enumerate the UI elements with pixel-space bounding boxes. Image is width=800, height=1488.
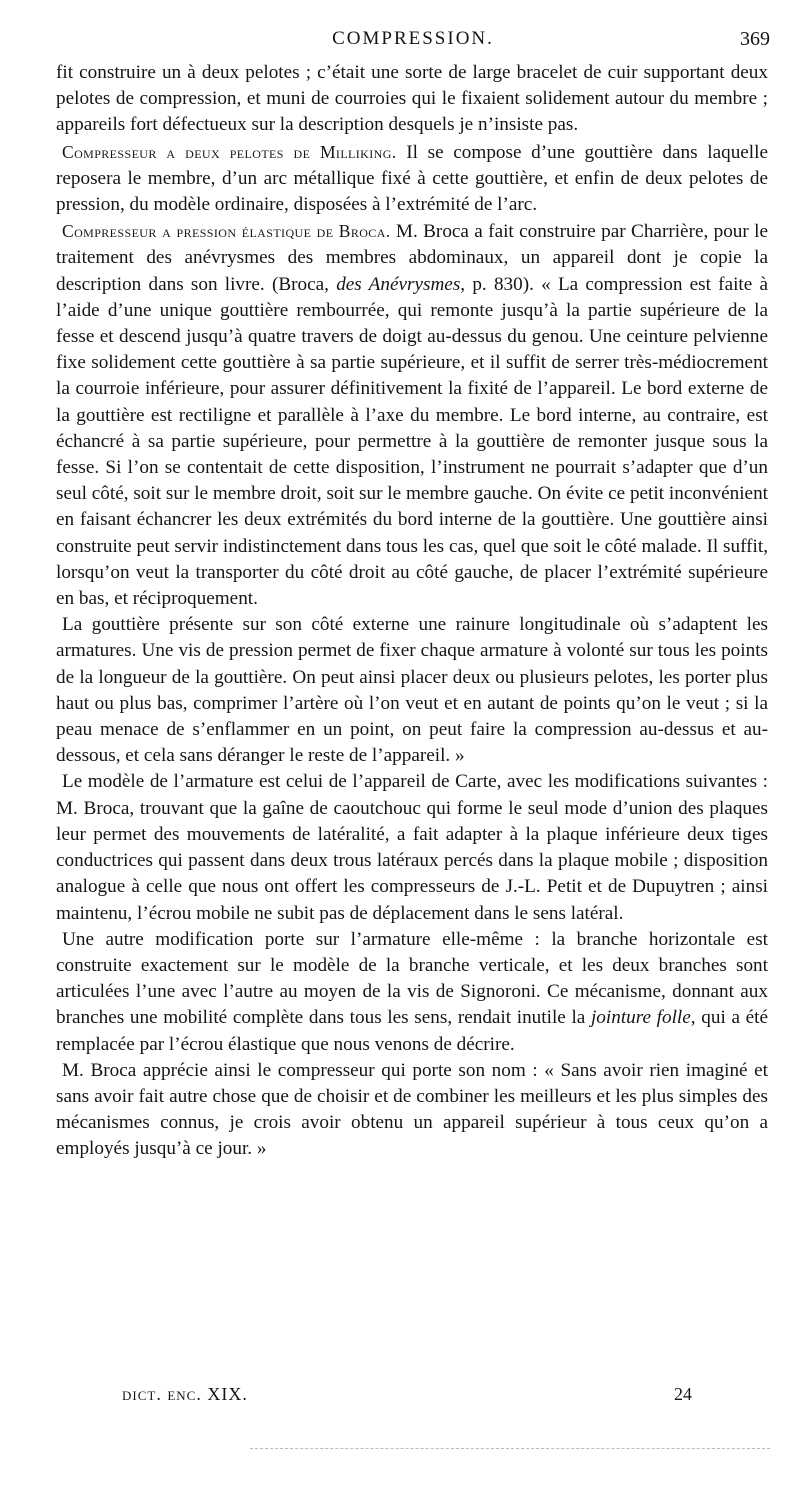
section-heading-broca: Compresseur a pression élastique de Broca. bbox=[62, 221, 391, 242]
paragraph-broca: Compresseur a pression élastique de Broca. M. Broca a fait construire par Charrière, pour le traitement des anévrysmes des membres abdominaux, un appareil dont je copie la description dans son livre. (Broca, des Anévrysmes, p. 830). « La compression est faite à l’aide d’une unique gouttière rembourrée, qui remonte jusqu’à la partie supérieure de la fesse et descend jusqu’à quatre travers de doigt au-dessus du genou. Une ceinture pelvienne fixe solidement cette gouttière à sa partie supérieure, et il suffit de serrer très-médiocrement la courroie inférieure, pour assurer définitivement la fixité de l’appareil. Le bord externe de la gouttière est rectiligne et parallèle à l’axe du membre. Le bord interne, au contraire, est échancré à sa partie supérieure, pour permettre à la gouttière de remonter jusque sous la fesse. Si l’on se contentait de cette disposition, l’instrument ne pourrait s’adapter que d’un seul côté, soit sur le membre droit, soit sur le membre gauche. On évite ce petit inconvénient en faisant échancrer les deux extrémités du bord interne de la gouttière. Une gouttière ainsi construite peut servir indistinctement dans tous les cas, quel que soit le côté malade. Il suffit, lorsqu’on veut la transporter du côté droit au côté gauche, de placer l’extrémité supérieure en bas, et réciproquement. bbox=[56, 221, 769, 610]
paragraph-modification: Une autre modification porte sur l’armature elle-même : la branche horizontale est construite exactement sur le modèle de la branche verticale, et les deux branches sont articulées l’une avec l’autre au moyen de la vis de Signoroni. Ce mécanisme, donnant aux branches une mobilité complète dans tous les sens, rendait inutile la jointure folle, qui a été remplacée par l’écrou élastique que nous venons de décrire. bbox=[56, 928, 768, 1055]
italic-citation: des Anévrysmes bbox=[336, 273, 461, 295]
running-title: COMPRESSION. bbox=[332, 28, 494, 49]
paragraph-armature: Le modèle de l’armature est celui de l’appareil de Carte, avec les modifications suivantes : M. Broca, trouvant que la gaîne de caoutchouc qui forme le seul mode d’union des plaques leur permet des mouvements de latéralité, a fait adapter à la plaque inférieure deux tiges conductrices qui passent dans deux trous latéraux percés dans la plaque mobile ; disposition analogue à celle que nous ont offert les compresseurs de J.-L. Petit et de Dupuytren ; ainsi maintenu, l’écrou mobile ne subit pas de déplacement dans le sens latéral. bbox=[56, 771, 768, 924]
italic-term: jointure folle bbox=[590, 1007, 691, 1029]
body-text bbox=[56, 60, 768, 1163]
page-footer bbox=[56, 1384, 770, 1412]
paragraph-gouttiere: La gouttière présente sur son côté externe une rainure longitudinale où s’adaptent les armatures. Une vis de pression permet de fixer chaque armature à volonté sur tous les points de la longueur de la gouttière. On peut ainsi placer deux ou plusieurs pelotes, les porter plus haut ou plus bas, comprimer l’artère où l’on veut et en autant de points qu’on le veut ; si la peau menace de s’enflammer en un point, on peut faire la compression au-dessus et au-dessous, et cela sans déranger le reste de l’appareil. » bbox=[56, 614, 768, 767]
faint-bleedthrough-line bbox=[250, 1448, 770, 1449]
paragraph-continuation: fit construire un à deux pelotes ; c’était une sorte de large bracelet de cuir supportant deux pelotes de compression, et muni de courroies qui le fixaient solidement autour du membre ; appareils fort défectueux sur la description desquels je n’insiste pas. bbox=[56, 62, 768, 136]
section-heading-milliking: Compresseur a deux pelotes de Milliking. bbox=[62, 141, 397, 162]
paragraph-milliking: Compresseur a deux pelotes de Milliking. Il se compose d’une gouttière dans laquelle reposera le membre, d’un arc métallique fixé à cette gouttière, et enfin de deux pelotes de pression, du modèle ordinaire, disposées à l’extrémité de l’arc. bbox=[56, 141, 768, 216]
printer-signature: dict. enc. XIX. bbox=[122, 1384, 248, 1404]
sheet-number: 24 bbox=[674, 1384, 692, 1404]
running-header bbox=[56, 24, 770, 56]
page-number: 369 bbox=[740, 28, 770, 50]
paragraph-appreciation: M. Broca apprécie ainsi le compresseur qui porte son nom : « Sans avoir rien imaginé et sans avoir fait autre chose que de choisir et de combiner les meilleurs et les plus simples des mécanismes connus, je crois avoir obtenu un appareil supérieur à tous ceux qu’on a employés jusqu’à ce jour. » bbox=[56, 1059, 768, 1160]
